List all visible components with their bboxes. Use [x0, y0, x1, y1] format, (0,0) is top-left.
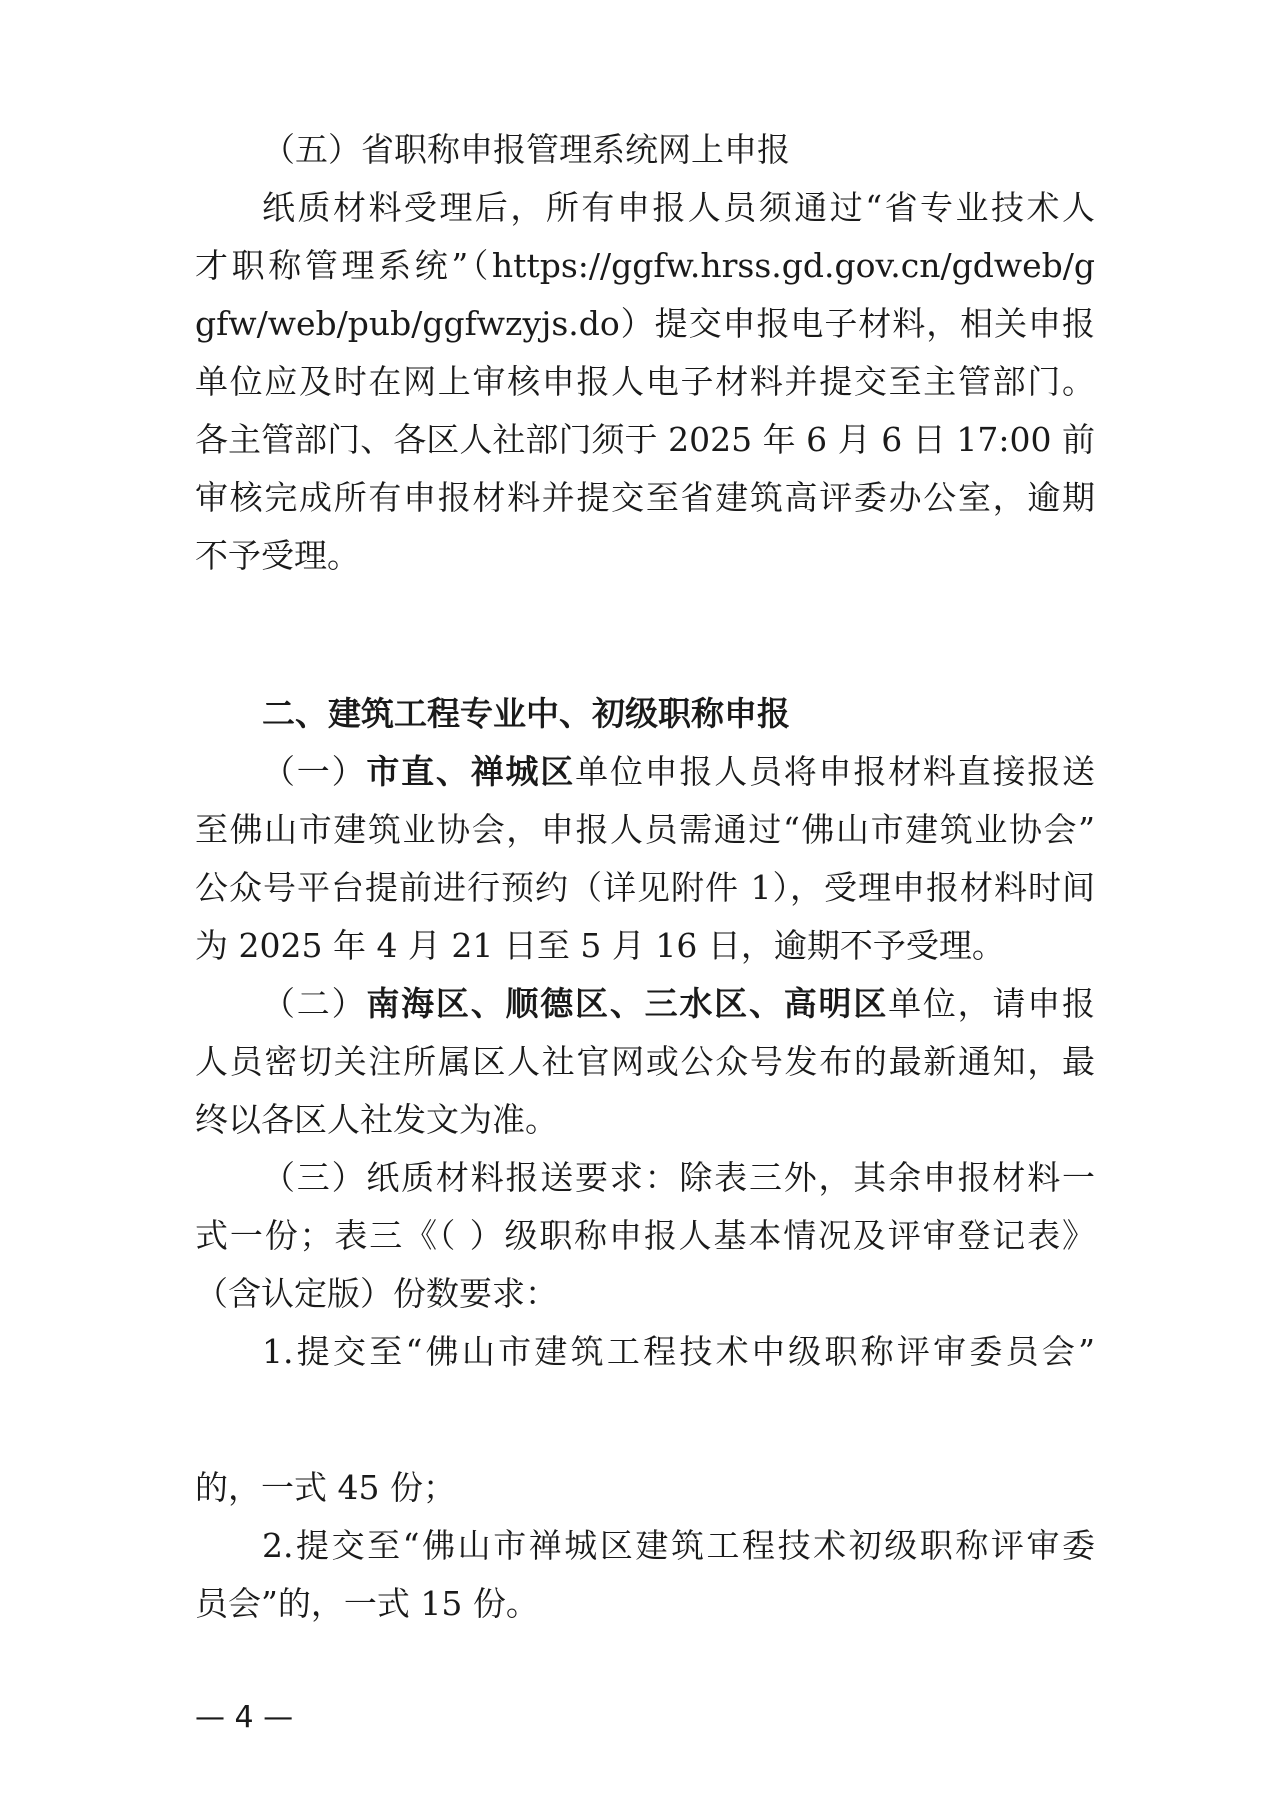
page-number: — 4 —: [195, 1700, 294, 1735]
item-2-first-line: [262, 982, 1095, 1026]
paragraph-line: 人员密切关注所属区人社官网或公众号发布的最新通知，最: [195, 1042, 1095, 1081]
paragraph-line: 至佛山市建筑业协会，申报人员需通过“佛山市建筑业协会”: [195, 810, 1095, 849]
paragraph-line: （含认定版）份数要求：: [195, 1274, 558, 1313]
item-3-first-line: （三）纸质材料报送要求：除表三外，其余申报材料一: [262, 1158, 1095, 1197]
paragraph-line: 式一份；表三《（ ）级职称申报人基本情况及评审登记表》: [195, 1216, 1095, 1255]
section-heading: 二、建筑工程专业中、初级职称申报: [262, 694, 790, 733]
paragraph-line: 为 2025 年 4 月 21 日至 5 月 16 日，逾期不予受理。: [195, 926, 1005, 965]
paragraph-line: 的，一式 45 份；: [195, 1468, 456, 1507]
section-5-title: （五）省职称申报管理系统网上申报: [262, 130, 790, 169]
sub-item-1: 1.提交至“佛山市建筑工程技术中级职称评审委员会”: [262, 1332, 1095, 1371]
item-1-first-line: [262, 750, 1095, 794]
item-2-bold-regions: 南海区、顺德区、三水区、高明区: [366, 984, 889, 1023]
paragraph-line: 才职称管理系统”（https://ggfw.hrss.gd.gov.cn/gdweb/g: [195, 246, 1095, 285]
item-2-rest: 单位，请申报: [888, 984, 1096, 1023]
paragraph-line: gfw/web/pub/ggfwzyjs.do）提交申报电子材料，相关申报: [195, 304, 1095, 343]
item-1-bold-regions: 市直、禅城区: [366, 752, 576, 791]
item-2-prefix: （二）: [262, 984, 367, 1023]
paragraph-line: 单位应及时在网上审核申报人电子材料并提交至主管部门。: [195, 362, 1095, 401]
paragraph-line: 公众号平台提前进行预约（详见附件 1），受理申报材料时间: [195, 868, 1095, 907]
item-1-rest: 单位申报人员将申报材料直接报送: [575, 752, 1096, 791]
paragraph-line: 终以各区人社发文为准。: [195, 1100, 558, 1139]
paragraph-line: 员会”的，一式 15 份。: [195, 1584, 539, 1623]
item-1-prefix: （一）: [262, 752, 367, 791]
sub-item-2: 2.提交至“佛山市禅城区建筑工程技术初级职称评审委: [262, 1526, 1095, 1565]
paragraph-line: 纸质材料受理后，所有申报人员须通过“省专业技术人: [262, 188, 1095, 227]
paragraph-line: 审核完成所有申报材料并提交至省建筑高评委办公室，逾期: [195, 478, 1095, 517]
paragraph-line: 不予受理。: [195, 536, 360, 575]
paragraph-line: 各主管部门、各区人社部门须于 2025 年 6 月 6 日 17:00 前: [195, 420, 1095, 459]
